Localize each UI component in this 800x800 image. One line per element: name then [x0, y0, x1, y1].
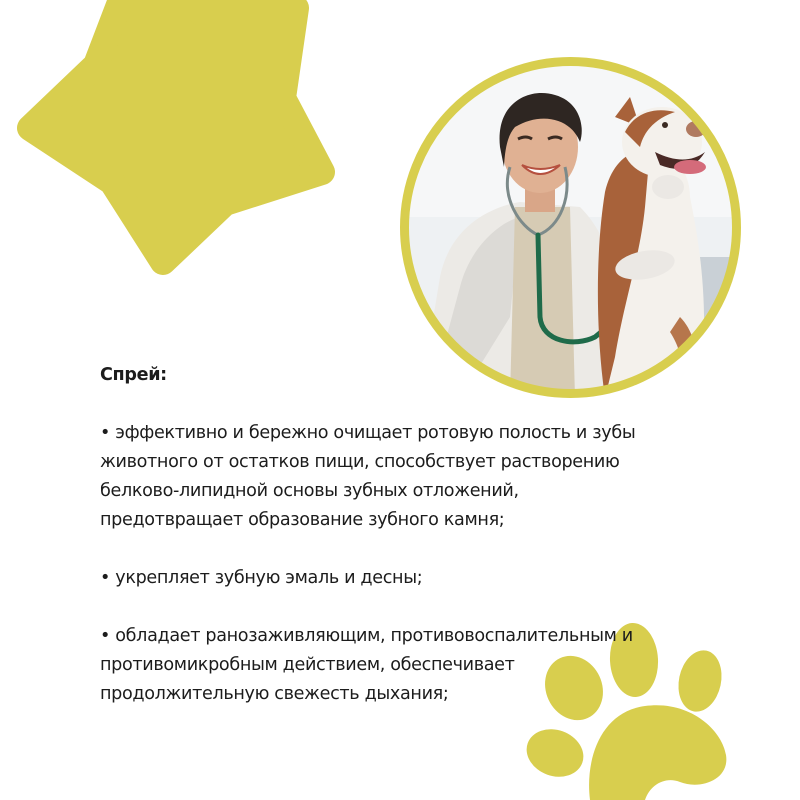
text-line: • эффективно и бережно очищает ротовую полость и зубы [100, 423, 636, 443]
photo-illustration [400, 57, 741, 398]
text-line: предотвращает образование зубного камня; [100, 510, 505, 530]
paw-toe-4 [673, 646, 727, 715]
text-line: • укрепляет зубную эмаль и десны; [100, 568, 423, 588]
paw-main-pad [589, 705, 726, 800]
text-line: белково-липидной основы зубных отложений, [100, 481, 519, 501]
text-line: противомикробным действием, обеспечивает [100, 655, 515, 675]
vet-photo [400, 57, 741, 398]
text-line: продолжительную свежесть дыхания; [100, 684, 449, 704]
text-line: животного от остатков пищи, способствует растворению [100, 452, 620, 472]
section-heading: Спрей: [100, 365, 167, 385]
benefit-paragraph-2 [100, 564, 635, 593]
text-line: • обладает ранозаживляющим, противовоспалительным и [100, 626, 633, 646]
product-description [100, 361, 635, 709]
benefit-paragraph-1 [100, 419, 635, 535]
paw-toe-1 [520, 721, 590, 784]
benefit-paragraph-3 [100, 622, 635, 709]
